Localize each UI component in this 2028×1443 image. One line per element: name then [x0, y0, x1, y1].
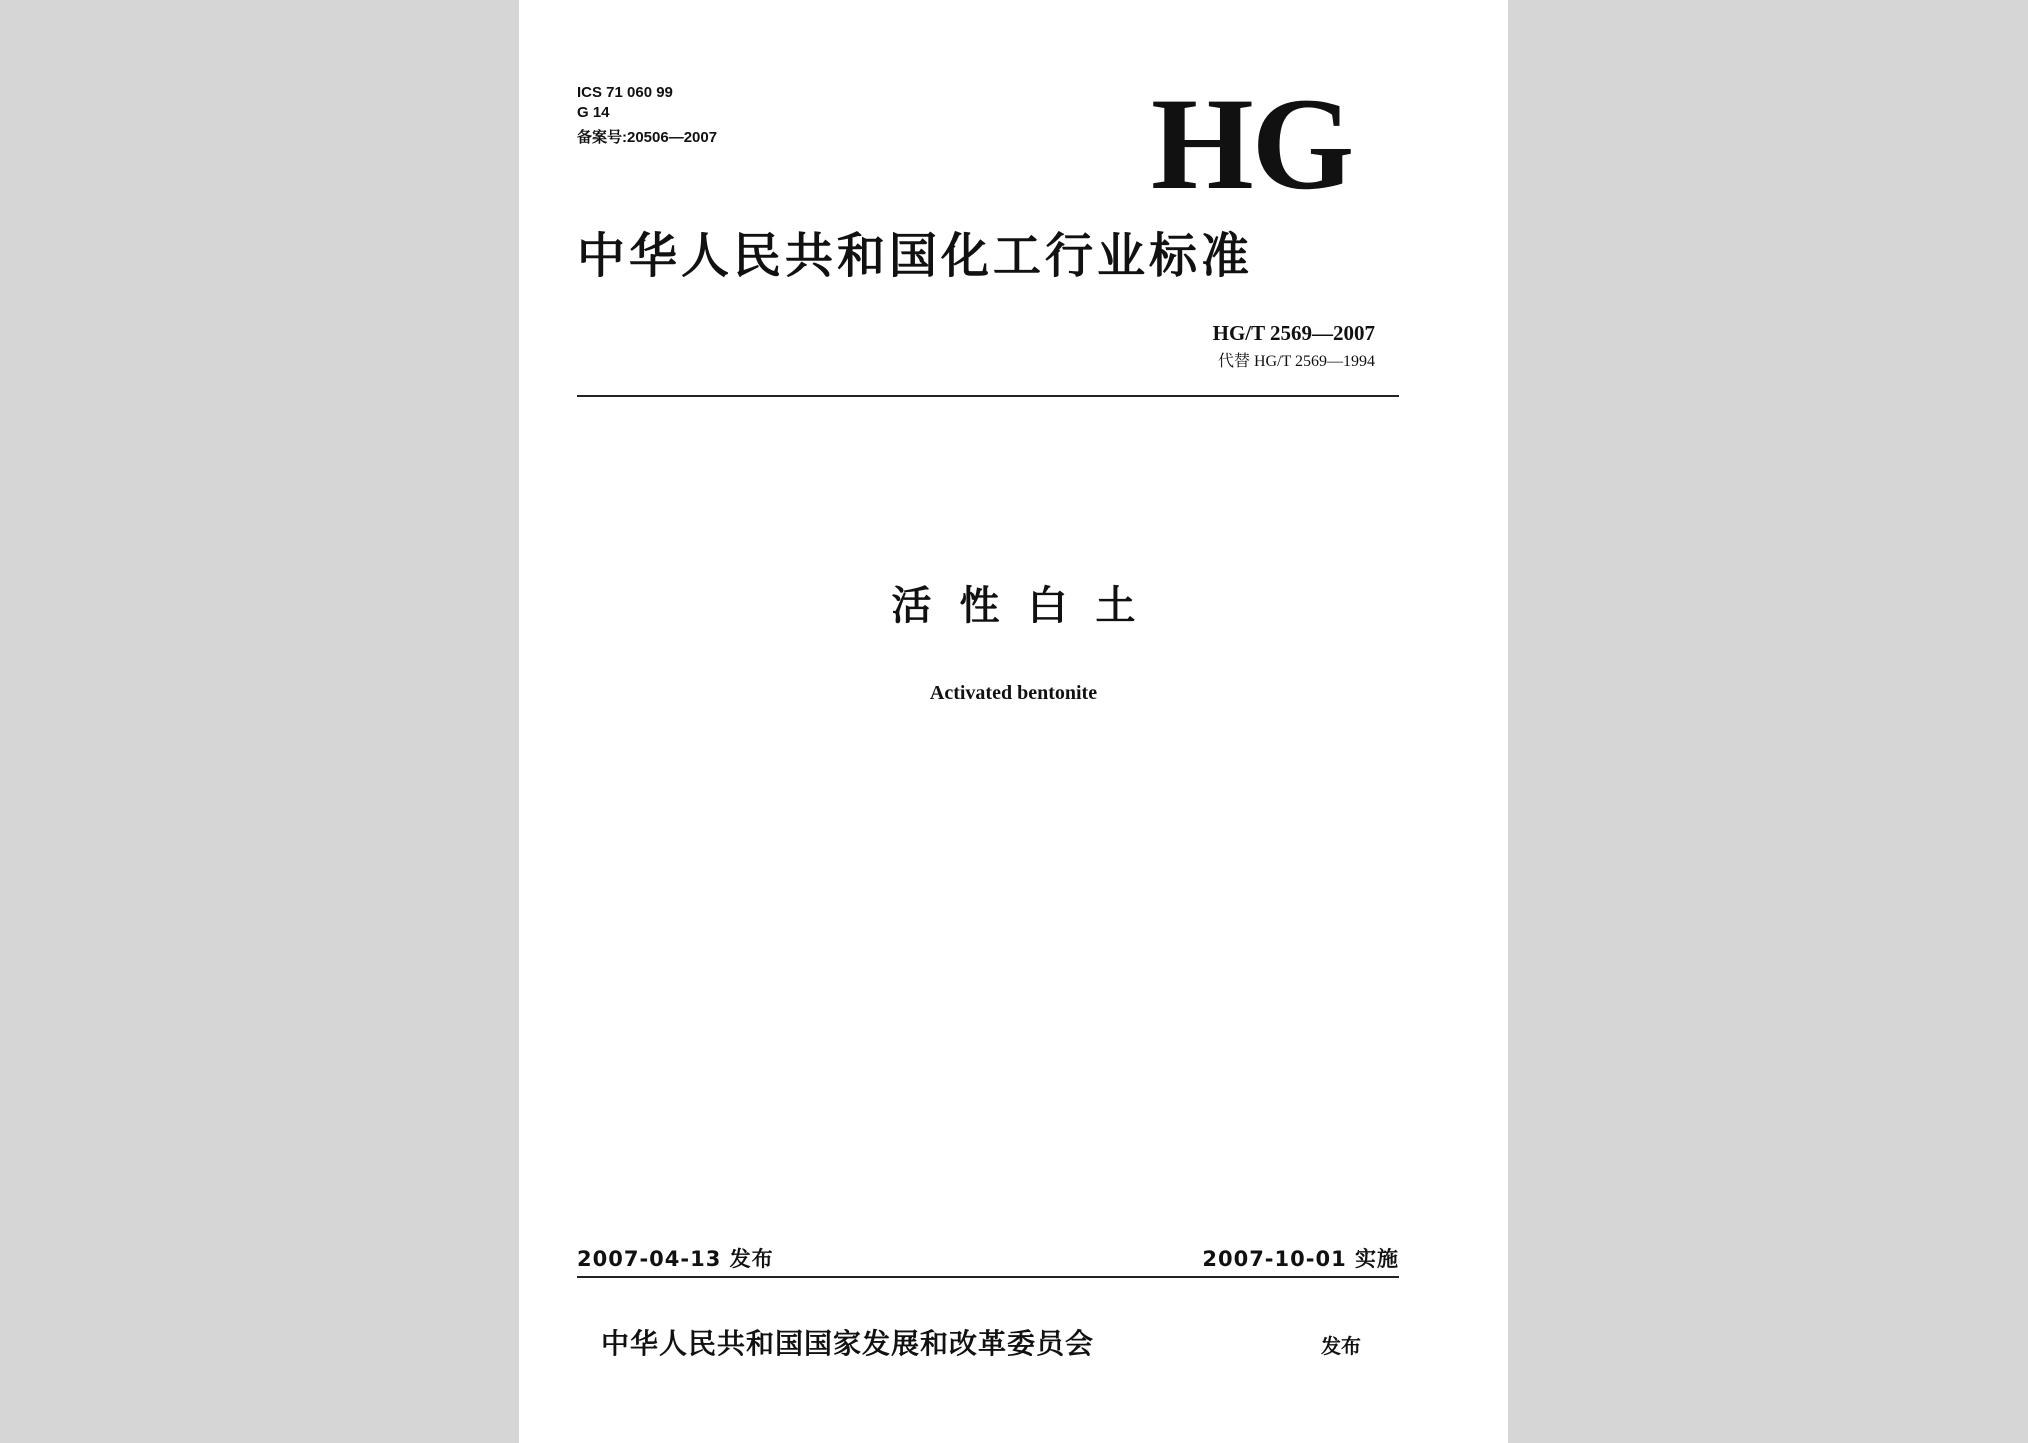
hg-logo: HG [1151, 70, 1353, 217]
document-title-chinese: 活性白土 [891, 583, 1164, 629]
publisher-suffix: 发布 [1321, 1334, 1361, 1358]
filing-number: 备案号:20506—2007 [577, 129, 718, 146]
standard-number: HG/T 2569—2007 [1212, 321, 1375, 345]
replaces-standard: 代替 HG/T 2569—1994 [1217, 353, 1375, 370]
ics-code: ICS 71 060 99 [577, 84, 673, 101]
bottom-divider [577, 1276, 1399, 1278]
classification-code: G 14 [577, 104, 610, 121]
standard-title: 中华人民共和国化工行业标准 [577, 228, 1254, 284]
implementation-date: 2007-10-01 实施 [1202, 1247, 1399, 1271]
publisher-name: 中华人民共和国国家发展和改革委员会 [601, 1327, 1095, 1360]
document-page [519, 0, 1508, 1443]
issue-date: 2007-04-13 发布 [577, 1247, 774, 1271]
top-divider [577, 395, 1399, 397]
document-title-english: Activated bentonite [929, 682, 1098, 704]
